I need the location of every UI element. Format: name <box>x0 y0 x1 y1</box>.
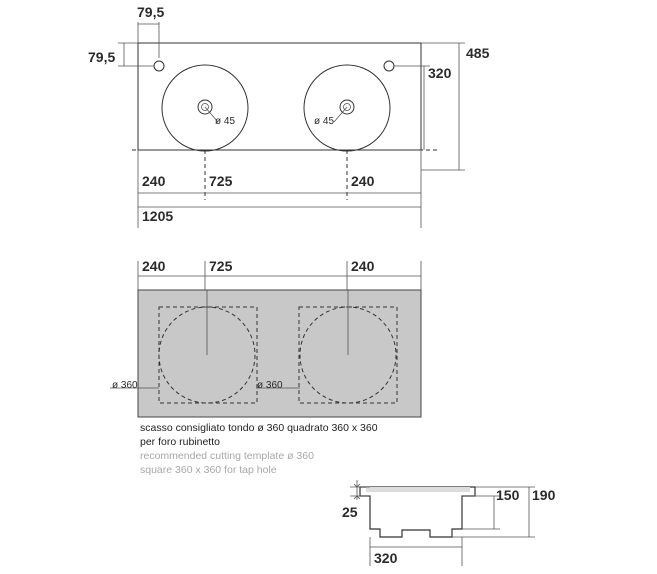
countertop-panel <box>138 290 421 417</box>
dim-rim: 25 <box>342 504 358 520</box>
dim-total-height: 190 <box>532 487 556 503</box>
caption-en-2: square 360 x 360 for tap hole <box>140 464 277 476</box>
dim-right: 240 <box>351 173 375 189</box>
tap-hole-left <box>154 61 164 71</box>
dim-center: 725 <box>209 173 233 189</box>
caption-it-2: per foro rubinetto <box>140 436 220 448</box>
bowl-section-profile <box>360 487 475 537</box>
caption-en-1: recommended cutting template ø 360 <box>140 450 314 462</box>
cut-dim-right: 240 <box>351 258 375 274</box>
caption-it-1: scasso consigliato tondo ø 360 quadrato 360 x 360 <box>140 422 378 434</box>
dim-section-width: 320 <box>374 550 398 566</box>
bowl-right <box>304 65 390 151</box>
cut-dim-center: 725 <box>209 258 233 274</box>
dim-depth-total: 485 <box>466 45 490 61</box>
drain-left-label: ø 45 <box>215 116 236 127</box>
countertop-outline <box>138 43 421 150</box>
drain-right-label: ø 45 <box>314 116 335 127</box>
tap-hole-right <box>384 61 394 71</box>
dim-overhang-top: 79,5 <box>137 4 165 20</box>
circle-right-label: ø 360 <box>257 380 283 391</box>
dim-bowl-depth: 320 <box>428 65 452 81</box>
section-view <box>342 480 556 566</box>
dim-total-width: 1205 <box>142 208 174 224</box>
circle-left-label: ø 360 <box>112 380 138 391</box>
bowl-left <box>162 65 248 151</box>
dim-left: 240 <box>142 173 166 189</box>
cut-dim-left: 240 <box>142 258 166 274</box>
dim-overhang-left: 79,5 <box>88 49 116 65</box>
top-view <box>88 4 490 228</box>
cutout-view <box>110 258 421 476</box>
dim-inner-height: 150 <box>496 487 520 503</box>
